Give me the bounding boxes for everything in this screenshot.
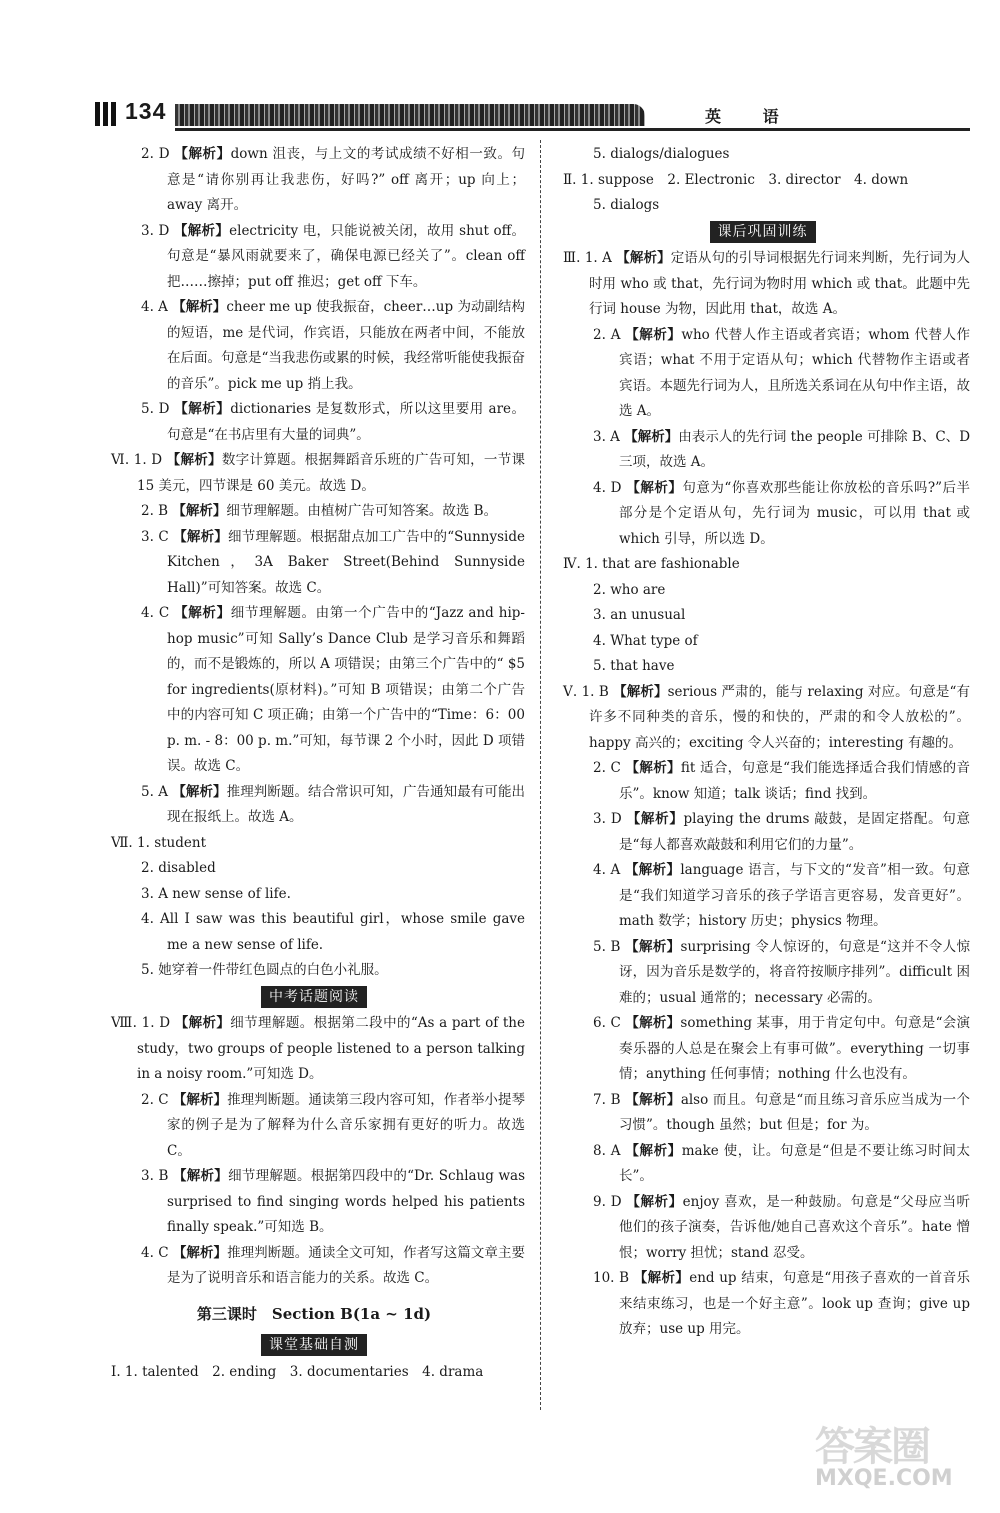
section-numeral: Ⅲ. [563, 250, 581, 266]
answer-item [555, 142, 970, 168]
watermark-logo: 答案圈 [815, 1424, 929, 1470]
answer-number: 1. D [141, 1015, 171, 1031]
answer-number: 1. [580, 171, 594, 188]
answer-item [103, 856, 525, 882]
analysis-tag: 【解析】 [624, 862, 681, 878]
answer-item [73, 1360, 525, 1386]
answer-item [555, 323, 970, 425]
answer-item [555, 1190, 970, 1267]
analysis-tag: 【解析】 [626, 479, 683, 496]
analysis-tag: 【解析】 [624, 428, 679, 445]
answer-text: 推理判断题。通读第三段内容可知，作者举小提琴家的例子是为了解释为什么音乐家拥有更好的听力。故选 C。 [167, 1091, 526, 1159]
analysis-tag: 【解析】 [626, 811, 684, 827]
analysis-tag: 【解析】 [616, 250, 671, 266]
answer-text: make 使，让。句意是“但是不要让练习时间太长”。 [619, 1142, 971, 1184]
answer-number: 2. A [593, 326, 621, 343]
answer-item [555, 578, 970, 604]
answer-item [103, 499, 525, 525]
answer-item [103, 219, 525, 296]
right-column [555, 142, 970, 1343]
answer-item [103, 142, 525, 219]
answer-text: enjoy 喜欢，是一种鼓励。句意是“父母应当听他们的孩子演奏，告诉他/她自己喜欢这个音乐”。hate 憎恨；worry 担忧；stand 忍受。 [619, 1193, 971, 1261]
section-banner [103, 985, 525, 1011]
answer-text: dialogs [610, 197, 660, 213]
answer-text: 细节理解题。根据第二段中的“As a part of the study，two groups of people listened to a person talking in a noisy room.”可知选 D。 [137, 1015, 525, 1082]
answer-number: 1. D [133, 452, 163, 468]
answer-number: 3. [141, 885, 154, 902]
answer-number: 1. B [581, 683, 609, 700]
answer-item [525, 552, 970, 578]
answer-text: talented 2. ending 3. documentaries 4. drama [142, 1363, 484, 1380]
answer-text: 细节理解题。根据第四段中的“Dr. Schlaug was surprised to find singing words helped his patients finally speak.”可知选 B。 [167, 1168, 526, 1235]
answer-number: 2. C [141, 1091, 169, 1108]
answer-item [525, 246, 970, 323]
section-numeral: Ⅴ. [563, 683, 578, 700]
answer-number: 4. A [593, 862, 621, 878]
answer-text: 推理判断题。通读全文可知，作者写这篇文章主要是为了说明音乐和语言能力的关系。故选 C。 [167, 1244, 526, 1286]
answer-number: 8. A [593, 1142, 621, 1159]
answer-number: 5. [593, 658, 606, 674]
answer-number: 4. [141, 911, 154, 927]
answer-item [555, 193, 970, 219]
answer-number: 3. A [593, 428, 620, 445]
answer-item [73, 1011, 525, 1088]
answer-number: 2. [593, 581, 606, 598]
header-bars-decoration [95, 102, 116, 126]
section-banner-label: 课堂基础自测 [261, 1334, 367, 1356]
answer-item [555, 654, 970, 680]
answer-item [555, 858, 970, 935]
answer-number: 1. [137, 834, 150, 851]
answer-text: disabled [158, 860, 216, 876]
analysis-tag: 【解析】 [174, 1015, 231, 1031]
answer-number: 2. C [593, 760, 621, 776]
answer-item [103, 1088, 525, 1165]
analysis-tag: 【解析】 [174, 401, 231, 417]
answer-number: 4. A [141, 299, 168, 315]
answer-number: 5. B [593, 938, 621, 955]
section-numeral: Ⅵ. [111, 452, 130, 468]
answer-number: 3. D [593, 811, 622, 827]
answer-number: 3. D [141, 222, 170, 239]
section-banner [555, 220, 970, 246]
answer-number: 4. C [141, 1244, 169, 1261]
answer-item [73, 448, 525, 499]
answer-item [555, 1011, 970, 1088]
answer-text: fit 适合，句意是“我们能选择适合我们情感的音乐”。know 知道；talk 谈话；find 找到。 [619, 760, 970, 802]
answer-number: 4. C [141, 605, 170, 621]
analysis-tag: 【解析】 [172, 783, 227, 800]
answer-text: down 沮丧，与上文的考试成绩不好相一致。句意是“请你别再让我悲伤，好吗?” off 离开；up 向上；away 离开。 [167, 146, 526, 213]
answer-text: 数字计算题。根据舞蹈音乐班的广告可知，一节课 15 美元，四节课是 60 美元。故选 D。 [137, 452, 526, 494]
left-column [103, 142, 525, 1385]
answer-number: 1. [585, 556, 598, 572]
answer-item [103, 525, 525, 602]
answer-item [555, 756, 970, 807]
analysis-tag: 【解析】 [625, 1015, 681, 1031]
analysis-tag: 【解析】 [172, 1168, 229, 1184]
analysis-tag: 【解析】 [633, 1270, 690, 1286]
answer-number: 5. A [141, 783, 168, 800]
answer-item [103, 397, 525, 448]
answer-text: 由表示人的先行词 the people 可排除 B、C、D 三项，故选 A。 [619, 428, 971, 470]
section-numeral: Ⅶ. [111, 834, 133, 851]
answer-text: that have [610, 658, 675, 674]
answer-number: 2. D [141, 146, 170, 162]
answer-text: cheer me up 使我振奋，cheer…up 为动副结构的短语，me 是代词，作宾语，只能放在两者中间，不能放在后面。句意是“当我悲伤或累的时候，我经常听能使我振奋的音乐”。pick me up 捎上我。 [167, 299, 525, 392]
analysis-tag: 【解析】 [172, 503, 227, 519]
analysis-tag: 【解析】 [625, 326, 682, 343]
analysis-tag: 【解析】 [625, 938, 681, 955]
watermark [815, 1415, 975, 1505]
section-banner [103, 1333, 525, 1359]
answer-number: 7. B [593, 1091, 621, 1108]
section-banner-label: 中考话题阅读 [261, 986, 367, 1008]
section-numeral: Ⅱ. [563, 171, 577, 188]
answer-item [103, 882, 525, 908]
section-banner-label: 课后巩固训练 [710, 221, 816, 243]
answer-text: dictionaries 是复数形式，所以这里要用 are。句意是“在书店里有大量的词典”。 [167, 401, 526, 443]
answer-item [555, 1266, 970, 1343]
answer-item [555, 603, 970, 629]
analysis-tag: 【解析】 [613, 683, 668, 700]
analysis-tag: 【解析】 [172, 1244, 228, 1261]
header-texture-strip [175, 104, 645, 126]
answer-text: surprising 令人惊讶的，句意是“这并不令人惊讶，因为音乐是数学的，将音符按顺序排列”。difficult 困难的；usual 通常的；necessary 必需的。 [619, 938, 971, 1006]
answer-number: 4. [593, 632, 606, 649]
answer-number: 10. B [593, 1270, 630, 1286]
answer-number: 1. [124, 1363, 138, 1380]
analysis-tag: 【解析】 [174, 146, 231, 162]
analysis-tag: 【解析】 [625, 1091, 681, 1108]
answer-text: 定语从句的引导词根据先行词来判断，先行词为人时用 who 或 that，先行词为物时用 which 或 that。此题中先行词 house 为物，因此用 that，故选 A。 [589, 250, 970, 317]
analysis-tag: 【解析】 [172, 1091, 228, 1108]
answer-item [555, 935, 970, 1012]
answer-item [555, 807, 970, 858]
page-header [95, 98, 970, 132]
answer-number: 3. C [141, 528, 169, 545]
answer-text: 句意为“你喜欢那些能让你放松的音乐吗?”后半部分是个定语从句，先行词为 music，可以用 that 或 which 引导，所以选 D。 [619, 479, 971, 547]
column-divider [540, 140, 541, 1410]
answer-text: 推理判断题。结合常识可知，广告通知最有可能出现在报纸上。故选 A。 [167, 783, 526, 825]
answer-text: dialogs/dialogues [610, 146, 730, 162]
answer-number: 1. A [584, 250, 612, 266]
answer-text: who are [610, 581, 666, 598]
answer-number: 5. [593, 197, 606, 213]
answer-text: A new sense of life. [158, 885, 291, 902]
answer-text: also 而且。句意是“而且练习音乐应当成为一个习惯”。though 虽然；but 但是；for 为。 [619, 1091, 971, 1133]
analysis-tag: 【解析】 [625, 760, 681, 776]
analysis-tag: 【解析】 [173, 222, 230, 239]
analysis-tag: 【解析】 [625, 1142, 682, 1159]
answer-text: All I saw was this beautiful girl，whose smile gave me a new sense of life. [160, 911, 525, 953]
answer-text: 细节理解题。由第一个广告中的“Jazz and hip-hop music”可知 Sally’s Dance Club 是学习音乐和舞蹈的，而不是锻炼的，所以 A 项错误；由第三个广告中的“ $5 for ingredients(原材料)。”可知 B 项错误；由第二个广告中的内容可知 C 项正确；由第一个广告中的“Time：6：00 p. m. - 8：00 p. m.”可知，每节课 2 个小时，因此 D 项错误。故选 C。 [167, 605, 525, 774]
answer-item [555, 1139, 970, 1190]
answer-item [555, 425, 970, 476]
answer-number: 4. D [593, 479, 622, 496]
answer-text: something 某事，用于肯定句中。句意是“会演奏乐器的人总是在聚会上有事可做”。everything 一切事情；anything 任何事情；nothing 什么也没有。 [619, 1015, 971, 1082]
answer-text: that are fashionable [602, 556, 740, 572]
lesson-heading: 第三课时 Section B(1a ~ 1d) [196, 1304, 432, 1323]
answer-number: 3. [593, 607, 606, 623]
header-rule [175, 128, 970, 131]
answer-item [103, 1241, 525, 1292]
section-numeral: Ⅳ. [563, 556, 581, 572]
analysis-tag: 【解析】 [173, 528, 229, 545]
answer-text: serious 严肃的，能与 relaxing 对应。句意是“有许多不同种类的音乐，慢的和快的，严肃的和令人放松的”。happy 高兴的；exciting 令人兴奋的；interesting 有趣的。 [589, 683, 971, 751]
answer-item [103, 958, 525, 984]
answer-text: suppose 2. Electronic 3. director 4. down [597, 171, 909, 188]
answer-number: 5. D [141, 401, 170, 417]
answer-item [103, 295, 525, 397]
answer-text: electricity 电，只能说被关闭，故用 shut off。句意是“暴风雨就要来了，确保电源已经关了”。clean off 把……擦掉；put off 推迟；get off 下车。 [167, 222, 526, 290]
answer-number: 2. B [141, 503, 169, 519]
answer-text: end up 结束，句意是“用孩子喜欢的一首音乐来结束练习，也是一个好主意”。look up 查询；give up 放弃；use up 用完。 [619, 1270, 971, 1337]
answer-text: an unusual [610, 607, 686, 623]
answer-item [555, 476, 970, 553]
answer-text: playing the drums 敲鼓，是固定搭配。句意是“每人都喜欢敲鼓和利用它们的力量”。 [619, 811, 970, 853]
analysis-tag: 【解析】 [174, 605, 231, 621]
subject-title: 英 语 [705, 107, 797, 126]
answer-number: 2. [141, 860, 154, 876]
answer-item [555, 629, 970, 655]
answer-item [103, 601, 525, 780]
section-numeral: Ⅷ. [111, 1015, 137, 1031]
analysis-tag: 【解析】 [626, 1193, 683, 1210]
answer-item [103, 780, 525, 831]
answer-text: 细节理解题。由植树广告可知答案。故选 B。 [226, 503, 498, 519]
answer-number: 5. [593, 146, 606, 162]
answer-number: 6. C [593, 1015, 621, 1031]
analysis-tag: 【解析】 [172, 299, 227, 315]
answer-text: student [154, 834, 207, 851]
answer-text: who 代替人作主语或者宾语；whom 代替人作宾语；what 不用于定语从句；which 代替物作主语或者宾语。本题先行词为人，且所选关系词在从句中作主语，故选 A。 [619, 326, 971, 419]
analysis-tag: 【解析】 [166, 452, 222, 468]
answer-item [103, 1164, 525, 1241]
watermark-url: MXQE.COM [815, 1466, 953, 1491]
answer-text: language 语言，与下文的“发音”相一致。句意是“我们知道学习音乐的孩子学语言更容易，发音更好”。math 数学；history 历史；physics 物理。 [619, 862, 971, 929]
answer-item [525, 680, 970, 757]
answer-number: 5. [141, 962, 154, 978]
answer-item [525, 168, 970, 194]
section-numeral: Ⅰ. [111, 1363, 121, 1380]
page-number: 134 [125, 98, 167, 124]
answer-item [555, 1088, 970, 1139]
answer-text: 细节理解题。根据甜点加工广告中的“Sunnyside Kitchen，3A Baker Street(Behind Sunnyside Hall)”可知答案。故选 C。 [167, 528, 525, 596]
answer-text: 她穿着一件带红色圆点的白色小礼服。 [158, 962, 388, 978]
answer-number: 9. D [593, 1193, 622, 1210]
answer-item [103, 907, 525, 958]
answer-number: 3. B [141, 1168, 169, 1184]
answer-item [73, 831, 525, 857]
answer-text: What type of [610, 632, 698, 649]
